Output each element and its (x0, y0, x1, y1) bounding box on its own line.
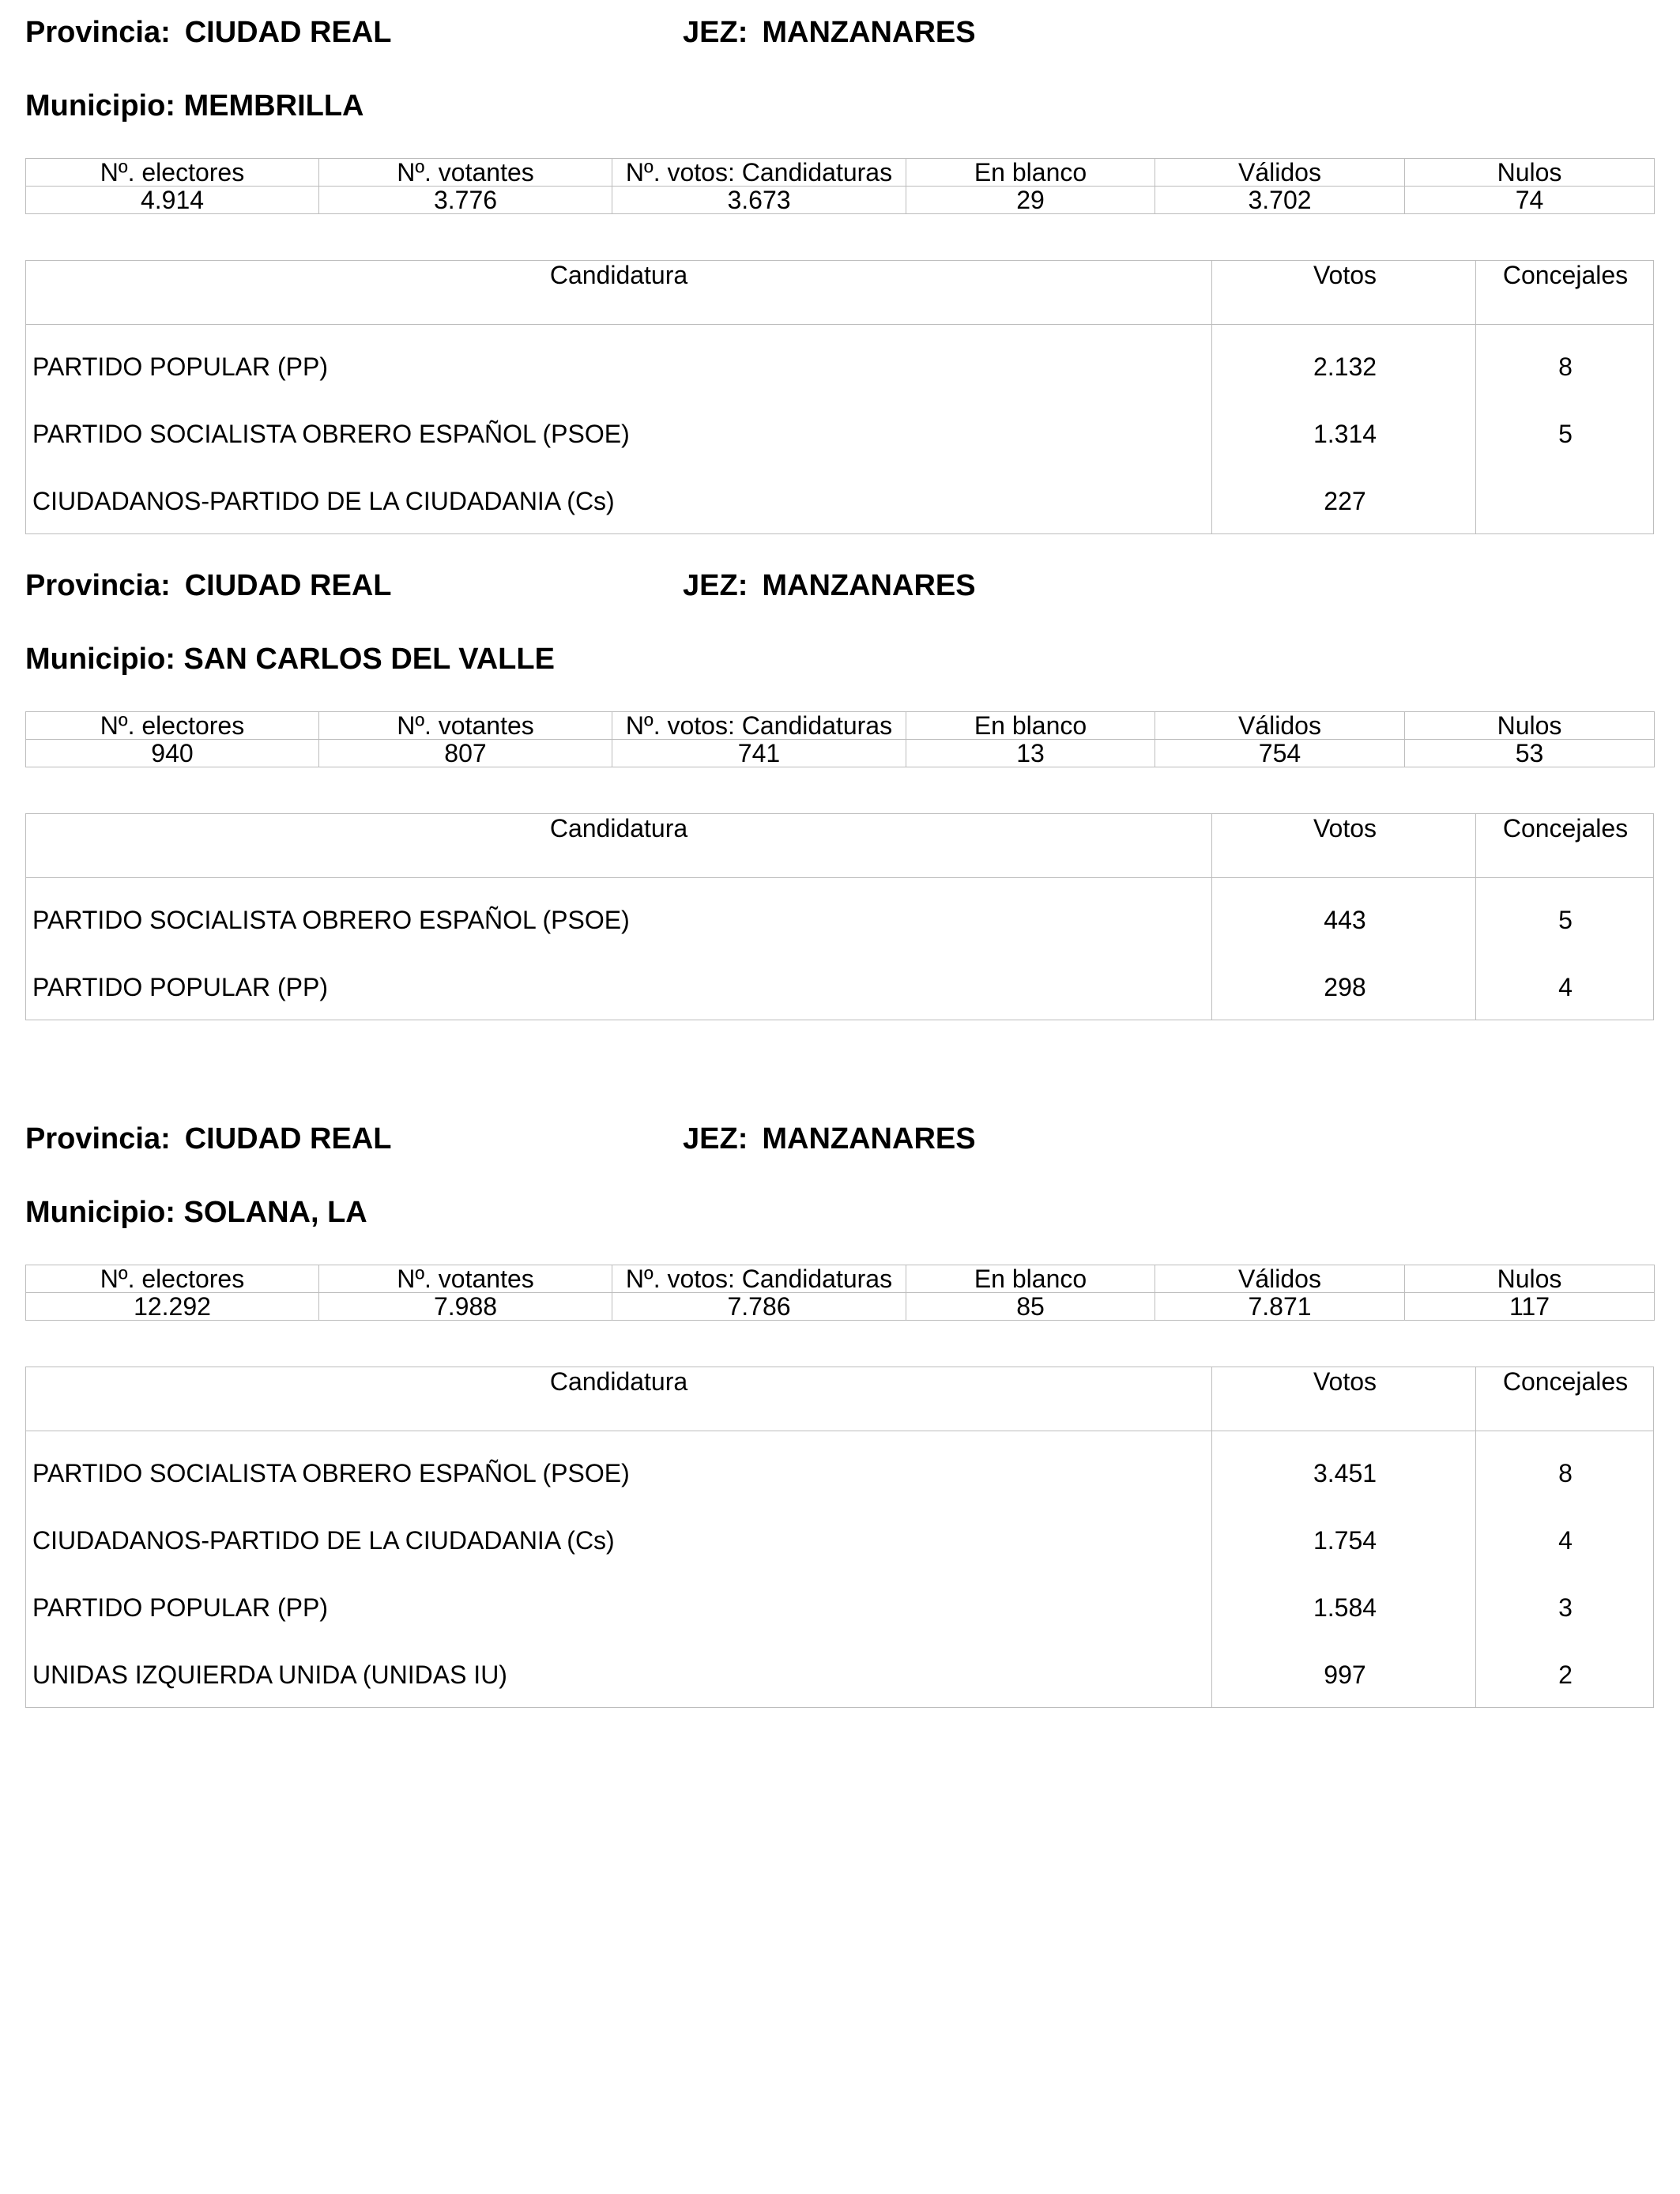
candidatura-header: Candidatura (549, 261, 688, 289)
candidaturas-table (25, 1367, 1654, 1708)
results-block-san-carlos-del-valle (25, 569, 1654, 1001)
summary-value-cell: 7.988 (319, 1293, 612, 1321)
municipio-title: Municipio: SAN CARLOS DEL VALLE (25, 643, 555, 676)
candidatura-concejales: 2 (1558, 1661, 1573, 1689)
candidatura-votos: 298 (1324, 973, 1366, 1001)
summary-header-cell: Nulos (1405, 159, 1655, 187)
candidaturas-table (25, 813, 1654, 1020)
summary-value-cell: 74 (1405, 187, 1655, 214)
summary-header-cell: Nulos (1405, 712, 1655, 740)
summary-header-cell: Nº. electores (26, 159, 319, 187)
candidatura-name: CIUDADANOS-PARTIDO DE LA CIUDADANIA (Cs) (32, 487, 615, 515)
candidatura-concejales: 5 (1558, 906, 1573, 934)
summary-header-cell: Nulos (1405, 1265, 1655, 1293)
candidatura-name: UNIDAS IZQUIERDA UNIDA (UNIDAS IU) (32, 1661, 507, 1689)
candidatura-votos: 997 (1324, 1661, 1366, 1689)
summary-header-cell: Válidos (1155, 159, 1405, 187)
header-line (25, 569, 1654, 609)
summary-value-row (26, 740, 1655, 767)
provincia-value: CIUDAD REAL (184, 1122, 392, 1155)
candidatura-name: PARTIDO POPULAR (PP) (32, 352, 328, 381)
jez-label: JEZ: MANZANARES (683, 569, 976, 602)
summary-table (25, 1265, 1655, 1321)
candidatura-name: CIUDADANOS-PARTIDO DE LA CIUDADANIA (Cs) (32, 1526, 615, 1555)
candidatura-votos: 1.314 (1313, 420, 1377, 448)
header-line (25, 1122, 1654, 1162)
municipio-value: SOLANA, LA (183, 1196, 367, 1229)
summary-table (25, 711, 1655, 767)
summary-value-cell: 85 (906, 1293, 1155, 1321)
summary-header-cell: Válidos (1155, 712, 1405, 740)
provincia-value: CIUDAD REAL (184, 569, 392, 602)
candidatura-votos: 2.132 (1313, 352, 1377, 381)
candidatura-row (26, 1645, 1653, 1707)
candidatura-row (26, 404, 1653, 471)
candidatura-votos: 1.584 (1313, 1593, 1377, 1622)
summary-header-row (26, 1265, 1655, 1293)
jez-value: MANZANARES (762, 1122, 976, 1155)
municipio-title: Municipio: SOLANA, LA (25, 1196, 367, 1229)
summary-header-cell: Válidos (1155, 1265, 1405, 1293)
summary-header-cell: Nº. electores (26, 712, 319, 740)
summary-value-cell: 3.673 (612, 187, 906, 214)
votos-header: Votos (1313, 1367, 1377, 1396)
results-block-solana-la (25, 1122, 1654, 1689)
summary-header-cell: Nº. votantes (319, 159, 612, 187)
summary-header-cell: Nº. votos: Candidaturas (612, 712, 906, 740)
summary-header-row (26, 159, 1655, 187)
municipio-value: MEMBRILLA (183, 89, 364, 123)
summary-value-cell: 53 (1405, 740, 1655, 767)
candidatura-row (26, 1578, 1653, 1645)
summary-header-cell: En blanco (906, 1265, 1155, 1293)
summary-value-row (26, 187, 1655, 214)
summary-header-cell: En blanco (906, 712, 1155, 740)
candidatura-name: PARTIDO SOCIALISTA OBRERO ESPAÑOL (PSOE) (32, 1459, 630, 1487)
candidatura-row (26, 957, 1653, 1020)
concejales-header: Concejales (1502, 814, 1629, 843)
jez-value: MANZANARES (762, 16, 976, 49)
jez-label: JEZ: MANZANARES (683, 16, 976, 49)
summary-value-row (26, 1293, 1655, 1321)
summary-value-cell: 117 (1405, 1293, 1655, 1321)
summary-value-cell: 29 (906, 187, 1155, 214)
candidatura-header: Candidatura (549, 814, 688, 843)
summary-header-cell: Nº. votos: Candidaturas (612, 159, 906, 187)
candidatura-row (26, 890, 1653, 957)
candidatura-row (26, 337, 1653, 404)
candidatura-concejales: 3 (1558, 1593, 1573, 1622)
summary-value-cell: 807 (319, 740, 612, 767)
candidatura-concejales: 8 (1558, 1459, 1573, 1487)
summary-value-cell: 754 (1155, 740, 1405, 767)
candidatura-concejales: 4 (1558, 1526, 1573, 1555)
jez-value: MANZANARES (762, 569, 976, 602)
municipio-value: SAN CARLOS DEL VALLE (183, 643, 555, 676)
candidatura-name: PARTIDO SOCIALISTA OBRERO ESPAÑOL (PSOE) (32, 420, 630, 448)
candidatura-votos: 443 (1324, 906, 1366, 934)
summary-header-cell: Nº. votos: Candidaturas (612, 1265, 906, 1293)
summary-header-cell: En blanco (906, 159, 1155, 187)
summary-value-cell: 3.702 (1155, 187, 1405, 214)
candidatura-row (26, 1443, 1653, 1510)
candidatura-row (26, 471, 1653, 533)
votos-header: Votos (1313, 261, 1377, 289)
candidaturas-header (26, 261, 1653, 325)
concejales-header: Concejales (1502, 261, 1629, 289)
summary-value-cell: 7.871 (1155, 1293, 1405, 1321)
candidatura-header: Candidatura (549, 1367, 688, 1396)
candidatura-name: PARTIDO POPULAR (PP) (32, 1593, 328, 1622)
candidatura-row (26, 1510, 1653, 1578)
summary-value-cell: 12.292 (26, 1293, 319, 1321)
candidaturas-table (25, 260, 1654, 534)
jez-label: JEZ: MANZANARES (683, 1122, 976, 1155)
candidatura-concejales: 8 (1558, 352, 1573, 381)
candidaturas-header (26, 1367, 1653, 1431)
summary-value-cell: 7.786 (612, 1293, 906, 1321)
header-line (25, 16, 1654, 55)
provincia-label: Provincia: CIUDAD REAL (25, 16, 392, 49)
summary-value-cell: 13 (906, 740, 1155, 767)
candidatura-name: PARTIDO POPULAR (PP) (32, 973, 328, 1001)
candidatura-concejales: 5 (1558, 420, 1573, 448)
summary-header-row (26, 712, 1655, 740)
candidatura-concejales: 4 (1558, 973, 1573, 1001)
candidatura-votos: 1.754 (1313, 1526, 1377, 1555)
concejales-header: Concejales (1502, 1367, 1629, 1396)
summary-header-cell: Nº. votantes (319, 712, 612, 740)
results-block-membrilla (25, 16, 1654, 515)
summary-header-cell: Nº. electores (26, 1265, 319, 1293)
provincia-value: CIUDAD REAL (184, 16, 392, 49)
summary-value-cell: 741 (612, 740, 906, 767)
provincia-label: Provincia: CIUDAD REAL (25, 1122, 392, 1155)
summary-value-cell: 3.776 (319, 187, 612, 214)
candidatura-name: PARTIDO SOCIALISTA OBRERO ESPAÑOL (PSOE) (32, 906, 630, 934)
candidatura-votos: 3.451 (1313, 1459, 1377, 1487)
summary-value-cell: 940 (26, 740, 319, 767)
summary-header-cell: Nº. votantes (319, 1265, 612, 1293)
candidatura-votos: 227 (1324, 487, 1366, 515)
votos-header: Votos (1313, 814, 1377, 843)
provincia-label: Provincia: CIUDAD REAL (25, 569, 392, 602)
municipio-title: Municipio: MEMBRILLA (25, 89, 364, 123)
summary-value-cell: 4.914 (26, 187, 319, 214)
summary-table (25, 158, 1655, 214)
candidaturas-header (26, 814, 1653, 878)
